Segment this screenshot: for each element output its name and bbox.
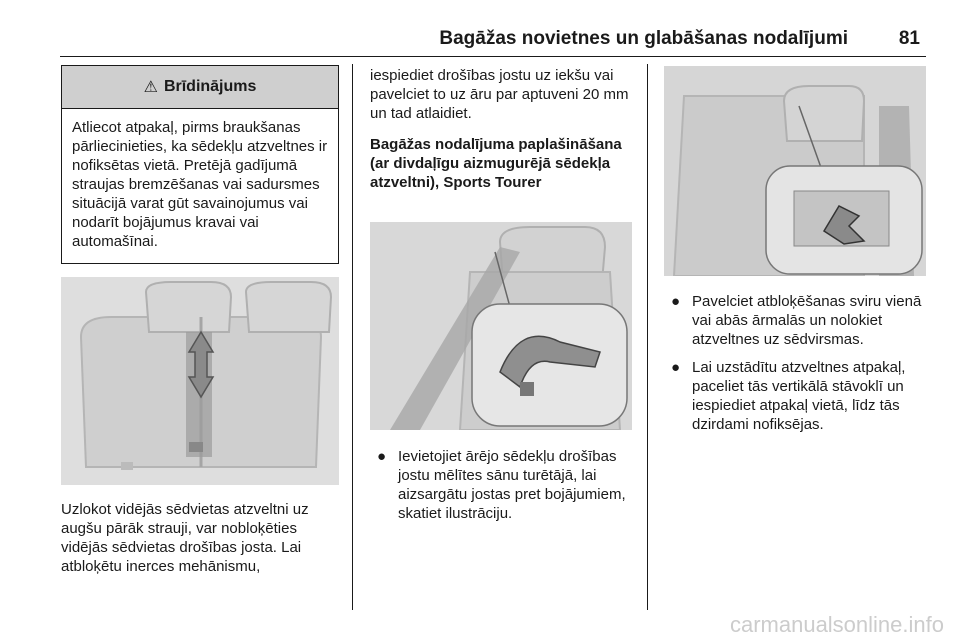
seatbelt-illustration-icon — [370, 222, 632, 430]
column-divider-1 — [352, 64, 353, 610]
bullet-icon: ● — [671, 359, 681, 376]
warning-box — [61, 65, 339, 264]
col2-bullet-item — [370, 447, 636, 523]
seatbelt-holder-illustration — [370, 222, 632, 430]
list-item — [664, 358, 930, 434]
bullet-icon: ● — [377, 448, 387, 465]
page-number: 81 — [898, 28, 920, 49]
list-item — [664, 292, 930, 349]
col3-bullet-text-2: Lai uzstādītu atzveltnes atpakaļ, paceliet tās vertikālā stāvoklī un iespiediet atpakaļ vietā, līdz tās dzirdami nofiksējas. — [692, 359, 906, 433]
warning-body: Atliecot atpakaļ, pirms braukšanas pārliecinieties, ka sēdekļu atzveltnes ir nofiksētas vietā. Pretējā gadījumā straujas bremzēšanas vai sadursmes situācijā varat gūt savainojumus vai nodarīt bojājumus kravai vai automašīnai. — [72, 119, 328, 250]
warning-heading: Brīdinājums — [163, 78, 257, 95]
watermark-link[interactable]: carmanualsonline.info — [729, 612, 944, 637]
column-divider-2 — [647, 64, 648, 610]
page-title: Bagāžas novietnes un glabāšanas nodalījumi — [439, 28, 848, 49]
rear-seat-middle-backrest-illustration — [61, 277, 339, 485]
seat-illustration-icon — [61, 277, 339, 485]
col2-paragraph: iespiediet drošības jostu uz iekšu vai pavelciet to uz āru par aptuveni 20 mm un tad atlaidiet. — [370, 67, 629, 122]
header-rule — [60, 56, 926, 57]
warning-header — [62, 66, 338, 109]
col1-paragraph: Uzlokot vidējās sēdvietas atzveltni uz augšu pārāk strauji, var nobloķēties vidējās sēdvietas drošības josta. Lai atbloķētu inerces mehānismu, — [61, 501, 309, 575]
section-heading: Bagāžas nodalījuma paplašināšana (ar divdaļīgu aizmugurējā sēdekļa atzveltni), Sports Tourer — [370, 136, 622, 191]
page-header — [360, 28, 920, 58]
col3-bullet-text-1: Pavelciet atbloķēšanas sviru vienā vai abās ārmalās un nolokiet atzveltnes uz sēdvirsmas. — [692, 293, 922, 348]
warning-triangle-icon: ⚠ — [143, 79, 158, 96]
bullet-icon: ● — [671, 293, 681, 310]
col3-bullet-list — [664, 292, 930, 434]
release-lever-illustration-icon — [664, 66, 926, 276]
col2-bullet-text: Ievietojiet ārējo sēdekļu drošības jostu mēlītes sānu turētājā, lai aizsargātu jostas pret bojājumiem, skatiet ilustrāciju. — [398, 448, 626, 522]
backrest-release-lever-illustration — [664, 66, 926, 276]
